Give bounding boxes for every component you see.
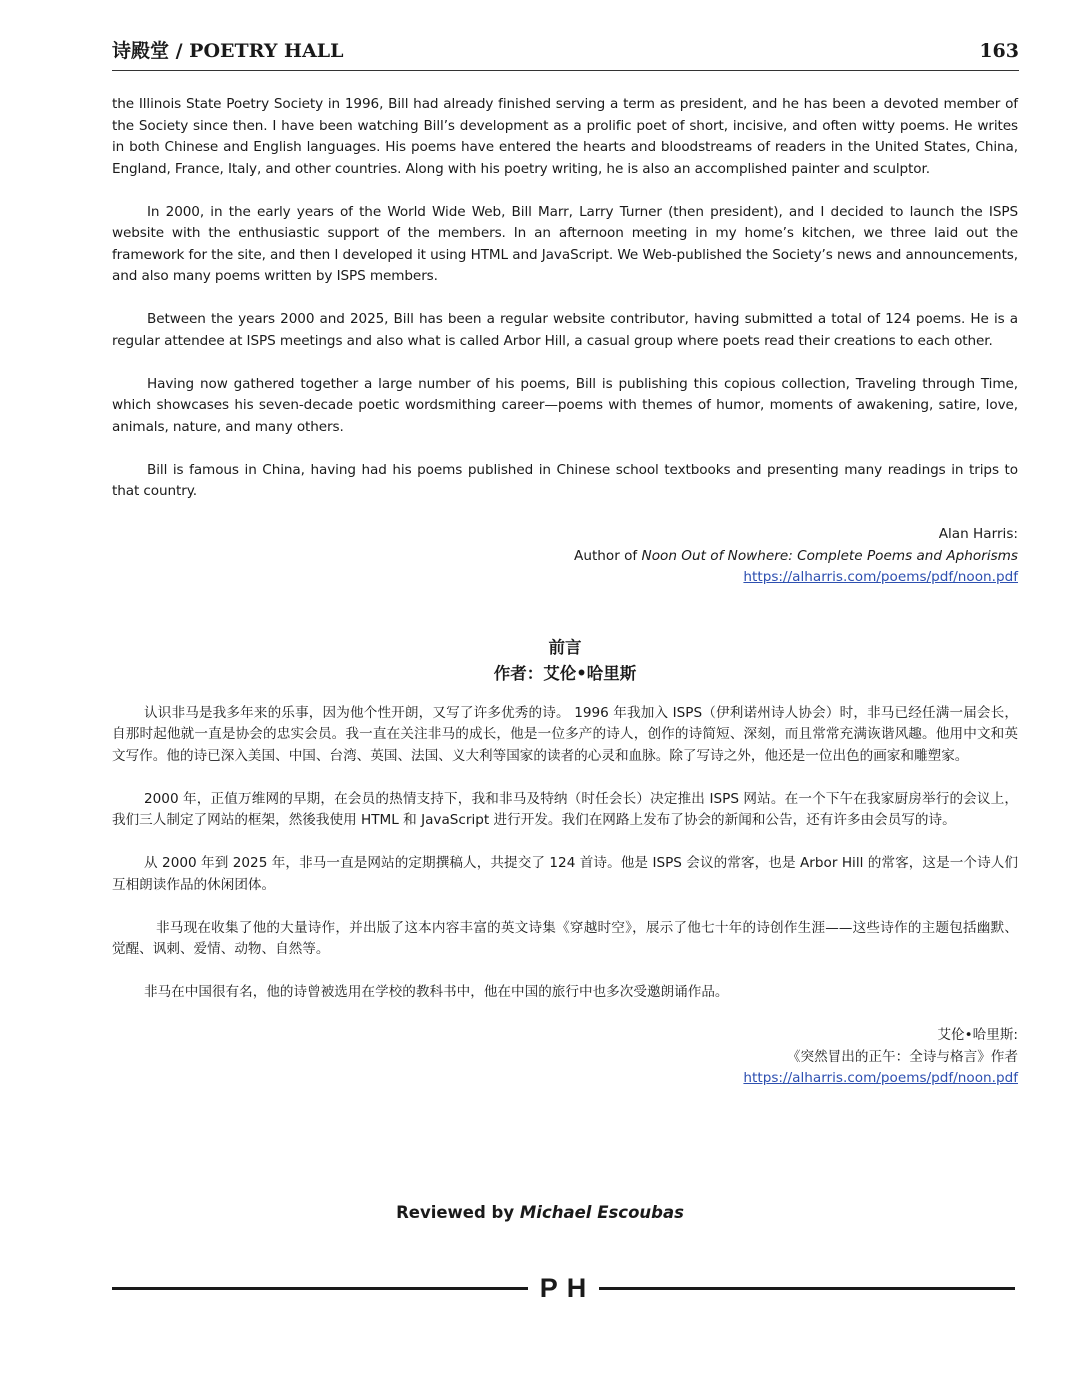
footer-rule-right <box>599 1287 1015 1290</box>
running-header <box>112 38 1019 71</box>
en-paragraph: Bill is famous in China, having had his poems published in Chinese school textbooks and presenting many readings in trips to that country. <box>112 461 1018 499</box>
reviewer-name: Michael Escoubas <box>519 1203 684 1222</box>
cn-byline: 作者：艾伦•哈里斯 <box>493 663 637 683</box>
article-body <box>112 94 1018 1090</box>
en-paragraph: In 2000, in the early years of the World Wide Web, Bill Marr, Larry Turner (then president), and I decided to launch the ISPS website with the enthusiastic support of the members. In an afternoon meeting in my home’s kitchen, we three laid out the framework for the site, and then I developed it using HTML and JavaScript. We Web-published the Society’s news and announcements, and also many poems written by ISPS members. <box>112 203 1018 284</box>
signature-credit <box>112 546 1018 568</box>
cn-paragraph: 非马在中国很有名，他的诗曾被选用在学校的教科书中，他在中国的旅行中也多次受邀朗诵作品。 <box>144 984 729 1000</box>
cn-signature <box>112 1025 1018 1090</box>
en-paragraph: Between the years 2000 and 2025, Bill has been a regular website contributor, having submitted a total of 124 poems. He is a regular attendee at ISPS meetings and also what is called Arbor Hill, a casual group where poets read their creations to each other. <box>112 311 1018 349</box>
book-title: Noon Out of Nowhere: Complete Poems and Aphorisms <box>641 547 1018 564</box>
en-paragraph: Having now gathered together a large number of his poems, Bill is publishing this copious collection, Traveling through Time, which showcases his seven-decade poetic wordsmithing career—poems with themes of humor, moments of awakening, satire, love, animals, nature, and many others. <box>112 375 1018 435</box>
cn-signature-book: 《突然冒出的正午：全诗与格言》作者 <box>786 1048 1018 1065</box>
cn-paragraph: 认识非马是我多年来的乐事，因为他个性开朗，又写了许多优秀的诗。 1996 年我加入 ISPS（伊利诺州诗人协会）时，非马已经任满一届会长，自那时起他就一直是协会的忠实会员。我一直在关注非马的成长，他是一位多产的诗人，创作的诗简短、深刻，而且常常充满诙谐风趣。他用中文和英文写作。他的诗已深入美国、中国、台湾、英国、法国、义大利等国家的读者的心灵和血脉。除了写诗之外，他还是一位出色的画家和雕塑家。 <box>112 704 1018 764</box>
page-number: 163 <box>979 40 1019 62</box>
signature-link[interactable]: https://alharris.com/poems/pdf/noon.pdf <box>743 569 1018 585</box>
cn-paragraph: 非马现在收集了他的大量诗作，并出版了这本内容丰富的英文诗集《穿越时空》，展示了他七十年的诗创作生涯——这些诗作的主题包括幽默、觉醒、讽刺、爱情、动物、自然等。 <box>112 919 1018 957</box>
cn-paragraph: 2000 年，正值万维网的早期，在会员的热情支持下，我和非马及特纳（时任会长）决定推出 ISPS 网站。在一个下午在我家厨房举行的会议上，我们三人制定了网站的框架，然後我使用 HTML 和 JavaScript 进行开发。我们在网路上发布了协会的新闻和公告，还有许多由会员写的诗。 <box>112 790 1018 828</box>
signature-name: Alan Harris: <box>938 526 1018 542</box>
cn-paragraph: 从 2000 年到 2025 年，非马一直是网站的定期撰稿人，共提交了 124 首诗。他是 ISPS 会议的常客，也是 Arbor Hill 的常客，这是一个诗人们互相朗读作品的休闲团体。 <box>112 855 1018 893</box>
reviewed-by <box>0 1203 1080 1222</box>
cn-signature-name: 艾伦•哈里斯: <box>937 1027 1018 1043</box>
footer-mark: PH <box>539 1272 596 1303</box>
author-prefix: Author of <box>574 547 642 564</box>
journal-title: 诗殿堂 / POETRY HALL <box>112 40 344 62</box>
footer-rule-left <box>112 1287 528 1290</box>
reviewed-prefix: Reviewed by <box>396 1203 520 1222</box>
en-paragraph: the Illinois State Poetry Society in 1996, Bill had already finished serving a term as president, and he has been a devoted member of the Society since then. I have been watching Bill’s development as a prolific poet of short, incisive, and often witty poems. He writes in both Chinese and English languages. His poems have entered the hearts and bloodstreams of readers in the United States, China, England, France, Italy, and other countries. Along with his poetry writing, he is also an accomplished painter and sculptor. <box>112 96 1018 177</box>
cn-signature-link[interactable]: https://alharris.com/poems/pdf/noon.pdf <box>743 1070 1018 1086</box>
footer-ornament <box>112 1270 1015 1306</box>
en-signature <box>112 524 1018 589</box>
cn-heading: 前言 <box>548 637 582 657</box>
